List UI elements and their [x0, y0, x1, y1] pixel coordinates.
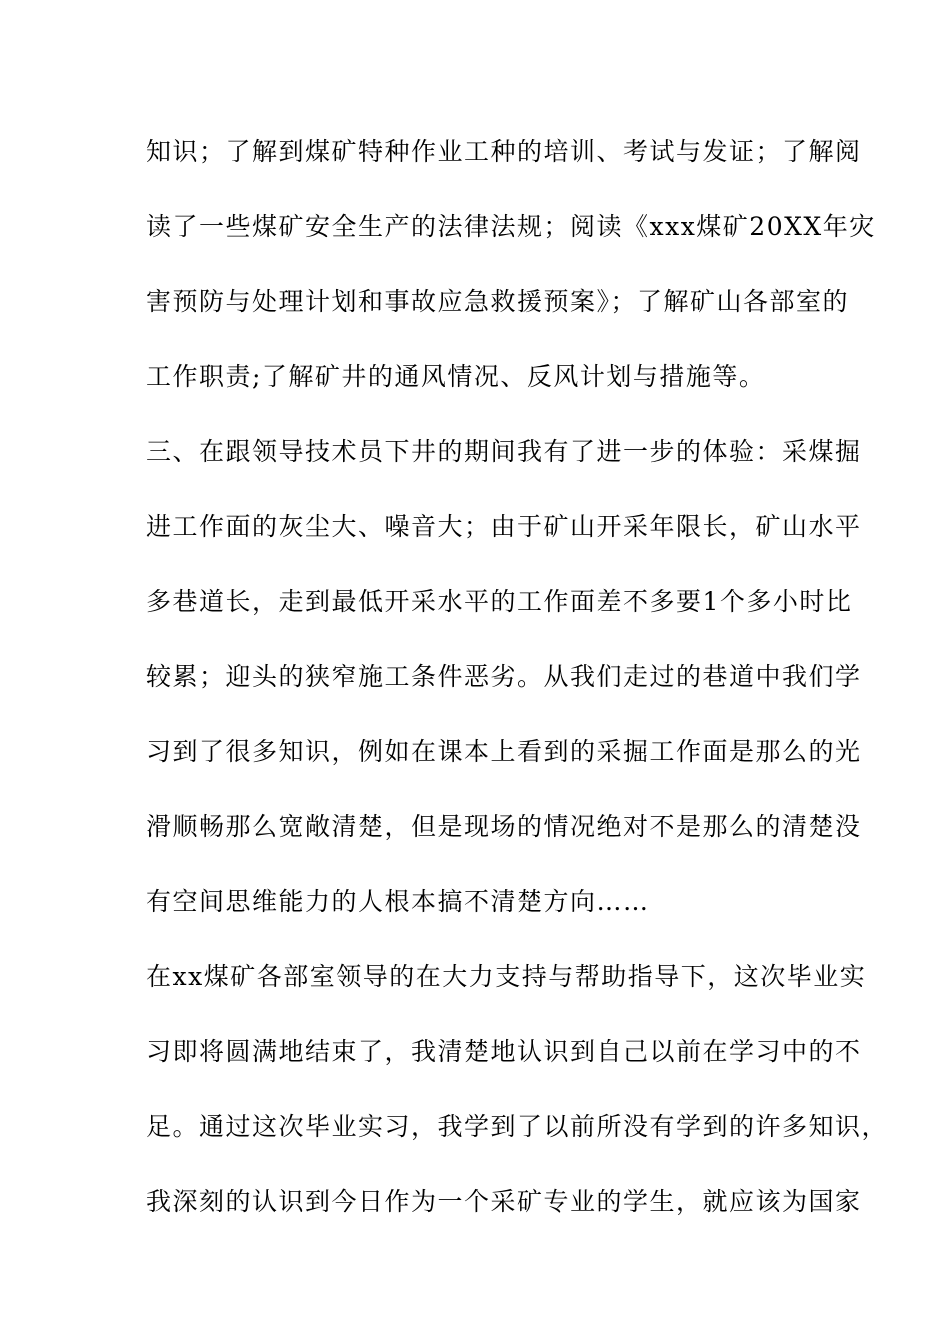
text-line: 三、在跟领导技术员下井的期间我有了进一步的体验：采煤掘	[146, 437, 862, 466]
text-line: 害预防与处理计划和事故应急救援预案》；了解矿山各部室的	[146, 287, 850, 316]
text-line: 我深刻的认识到今日作为一个采矿专业的学生，就应该为国家	[146, 1187, 862, 1216]
text-line: 习到了很多知识，例如在课本上看到的采掘工作面是那么的光	[146, 737, 862, 766]
text-line: 在xx煤矿各部室领导的在大力支持与帮助指导下，这次毕业实	[146, 962, 867, 991]
text-line: 知识；了解到煤矿特种作业工种的培训、考试与发证；了解阅	[146, 137, 862, 166]
text-line: 习即将圆满地结束了，我清楚地认识到自己以前在学习中的不	[146, 1037, 862, 1066]
text-line: 读了一些煤矿安全生产的法律法规；阅读《xxx煤矿20XX年灾	[146, 212, 876, 241]
text-line: 工作职责;了解矿井的通风情况、反风计划与措施等。	[146, 362, 766, 391]
text-line: 多巷道长，走到最低开采水平的工作面差不多要1个多小时比	[146, 587, 853, 616]
text-line: 有空间思维能力的人根本搞不清楚方向……	[146, 887, 650, 916]
text-line: 足。通过这次毕业实习，我学到了以前所没有学到的许多知识，	[146, 1112, 889, 1141]
text-line: 滑顺畅那么宽敞清楚，但是现场的情况绝对不是那么的清楚没	[146, 812, 862, 841]
text-line: 较累；迎头的狭窄施工条件恶劣。从我们走过的巷道中我们学	[146, 662, 862, 691]
text-line: 进工作面的灰尘大、噪音大；由于矿山开采年限长，矿山水平	[146, 512, 862, 541]
